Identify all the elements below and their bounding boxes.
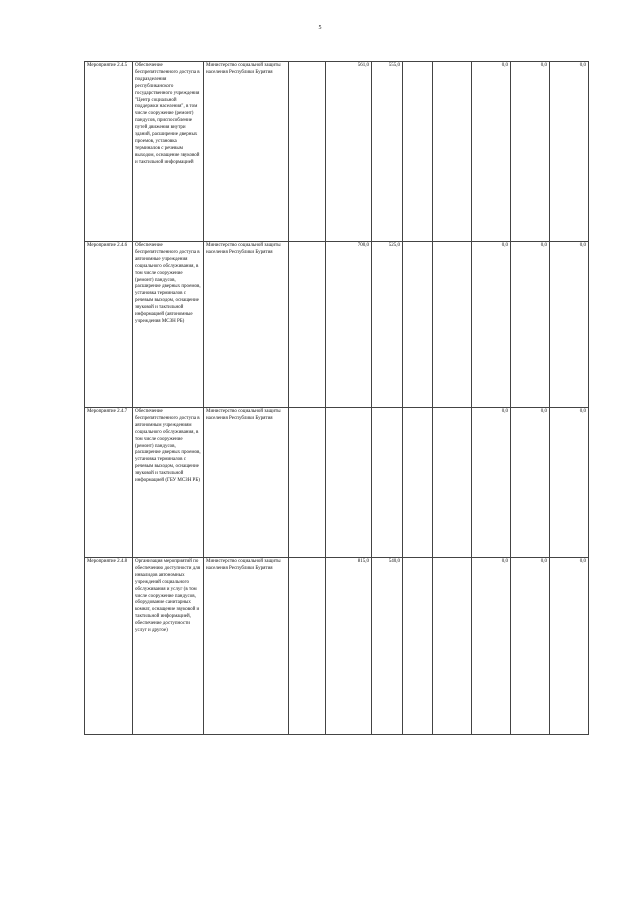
measure-code: Мероприятие 2.4.5 <box>85 62 133 242</box>
measure-description: Обеспечение беспрепятственного доступа в автономные учреждения социального обслуживания, в том числе сооружение (ремонт) пандусов, расширение дверных проемов, установка терминалов с речевым выходом, оснащение звуковой и тактильной информацией (автономные учреждения МСЗН РБ) <box>133 242 204 408</box>
table-cell <box>433 408 472 558</box>
table-row <box>85 242 589 408</box>
table-cell: 815,0 <box>326 558 372 735</box>
table-cell: 0,0 <box>550 62 589 242</box>
table-cell: 525,0 <box>372 242 403 408</box>
table-row <box>85 558 589 735</box>
table-row <box>85 408 589 558</box>
table-cell: 0,0 <box>511 62 550 242</box>
measure-description: Обеспечение беспрепятственного доступа в подразделения республиканского государственного учреждения "Центр социальной поддержки населения", в том числе сооружение (ремонт) пандусов, приспособление путей движения внутри зданий, расширение дверных проемов, установка терминалов с речевым выходом, оснащение звуковой и тактильной информацией <box>133 62 204 242</box>
table-cell <box>326 408 372 558</box>
table-cell <box>289 242 326 408</box>
table-cell: 540,0 <box>372 558 403 735</box>
measure-executor: Министерство социальной защиты населения Республики Бурятия <box>204 408 289 558</box>
table-cell: 0,0 <box>511 408 550 558</box>
table-cell: 0,0 <box>472 558 511 735</box>
table-cell: 555,0 <box>372 62 403 242</box>
table-cell: 561,0 <box>326 62 372 242</box>
table-cell <box>289 62 326 242</box>
table-cell <box>372 408 403 558</box>
measure-executor: Министерство социальной защиты населения Республики Бурятия <box>204 62 289 242</box>
table-cell: 0,0 <box>550 408 589 558</box>
table-cell <box>433 62 472 242</box>
measure-description: Организация мероприятий по обеспечению доступности для инвалидов автономных учреждений социального обслуживания и услуг (в том числе сооружение пандусов, оборудование санитарных комнат, оснащение звуковой и тактильной информацией, обеспечение доступности услуг и другое) <box>133 558 204 735</box>
measure-code: Мероприятие 2.4.6 <box>85 242 133 408</box>
table-cell: 0,0 <box>472 242 511 408</box>
table-cell <box>403 242 433 408</box>
measures-table <box>84 61 589 735</box>
measure-code: Мероприятие 2.4.7 <box>85 408 133 558</box>
page-number: 5 <box>318 25 322 31</box>
measure-description: Обеспечение беспрепятственного доступа в автономным учреждениям социального обслуживания, в том числе сооружение (ремонт) пандусов, расширение дверных проемов, установка терминалов с речевым выходом, оснащение звуковой и тактильной информацией (ГБУ МСЗН РБ) <box>133 408 204 558</box>
table-cell <box>433 558 472 735</box>
measure-executor: Министерство социальной защиты населения Республики Бурятия <box>204 242 289 408</box>
table-row <box>85 62 589 242</box>
table-cell: 0,0 <box>511 242 550 408</box>
table-cell: 0,0 <box>550 242 589 408</box>
table-cell <box>433 242 472 408</box>
measure-code: Мероприятие 2.4.8 <box>85 558 133 735</box>
table-cell: 0,0 <box>550 558 589 735</box>
measure-executor: Министерство социальной защиты населения Республики Бурятия <box>204 558 289 735</box>
table-cell: 0,0 <box>472 62 511 242</box>
table-cell: 700,0 <box>326 242 372 408</box>
table-cell: 0,0 <box>511 558 550 735</box>
table-cell <box>403 558 433 735</box>
table-cell <box>289 408 326 558</box>
table-cell <box>403 408 433 558</box>
table-cell <box>403 62 433 242</box>
table-cell: 0,0 <box>472 408 511 558</box>
table-cell <box>289 558 326 735</box>
